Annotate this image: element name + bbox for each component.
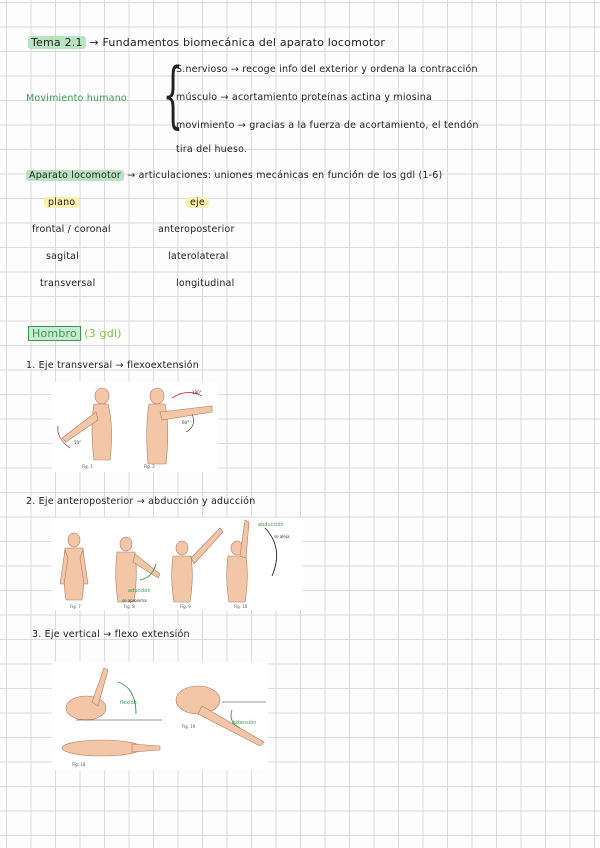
hombro-label: Hombro [28, 326, 81, 341]
table-cell-plano: sagital [46, 251, 80, 262]
page-title [28, 36, 385, 49]
annotation-label: extensión [232, 720, 257, 726]
angle-label: 180° [192, 390, 202, 395]
figure-caption: Fig. 1 [82, 464, 93, 469]
annotation-label: se aleja [274, 534, 290, 539]
angle-label: 60° [182, 420, 190, 425]
figure-flexoextension-horizontal [52, 662, 268, 770]
hombro-heading [28, 327, 122, 340]
table-cell-plano: frontal / coronal [32, 224, 111, 235]
tema-label: Tema 2.1 [28, 36, 86, 49]
figure-flexoextension [52, 382, 218, 472]
table-cell-eje: anteroposterior [158, 224, 235, 235]
figure-caption: Fig. 18 [72, 762, 86, 767]
annotation-label: aducción [128, 588, 151, 594]
angle-label: 50° [74, 440, 82, 445]
hombro-gdl: (3 gdl) [84, 327, 122, 340]
table-cell-plano: transversal [40, 278, 96, 289]
brace-icon: { [162, 52, 184, 136]
movimiento-item: S.nervioso → recoge info del exterior y ordena la contracción [176, 64, 478, 75]
section-title: 3. Eje vertical → flexo extensión [32, 629, 190, 640]
section-title: 2. Eje anteroposterior → abducción y aducción [26, 496, 256, 507]
annotation-label: flexión [120, 700, 137, 706]
col-eje-header: eje [186, 197, 209, 208]
figure-caption: Fig. 9 [180, 604, 191, 609]
section-title: 1. Eje transversal → flexoextensión [26, 360, 199, 371]
aparato-text: → articulaciones: uniones mecánicas en función de los gdl (1-6) [127, 170, 443, 181]
table-cell-eje: longitudinal [176, 278, 235, 289]
annotation-label: abducción [258, 522, 284, 528]
aparato-line [26, 170, 442, 181]
tema-title: → Fundamentos biomecánica del aparato locomotor [89, 36, 386, 49]
annotation-label: se aproxima [122, 598, 147, 603]
figure-caption: Fig. 19 [182, 724, 196, 729]
movimiento-label: Movimiento humano [26, 93, 127, 104]
figure-caption: Fig. 10 [234, 604, 248, 609]
table-cell-eje: laterolateral [168, 251, 229, 262]
figure-abduccion [52, 518, 302, 610]
movimiento-item: tira del hueso. [176, 144, 248, 155]
movimiento-item: músculo → acortamiento proteínas actina y miosina [176, 92, 432, 103]
figure-caption: Fig. 2 [144, 464, 155, 469]
aparato-label: Aparato locomotor [26, 170, 124, 181]
movimiento-item: movimiento → gracias a la fuerza de acortamiento, el tendón [176, 120, 479, 131]
figure-caption: Fig. 7 [70, 604, 81, 609]
col-plano-header: plano [44, 197, 79, 208]
figure-caption: Fig. 8 [124, 604, 135, 609]
